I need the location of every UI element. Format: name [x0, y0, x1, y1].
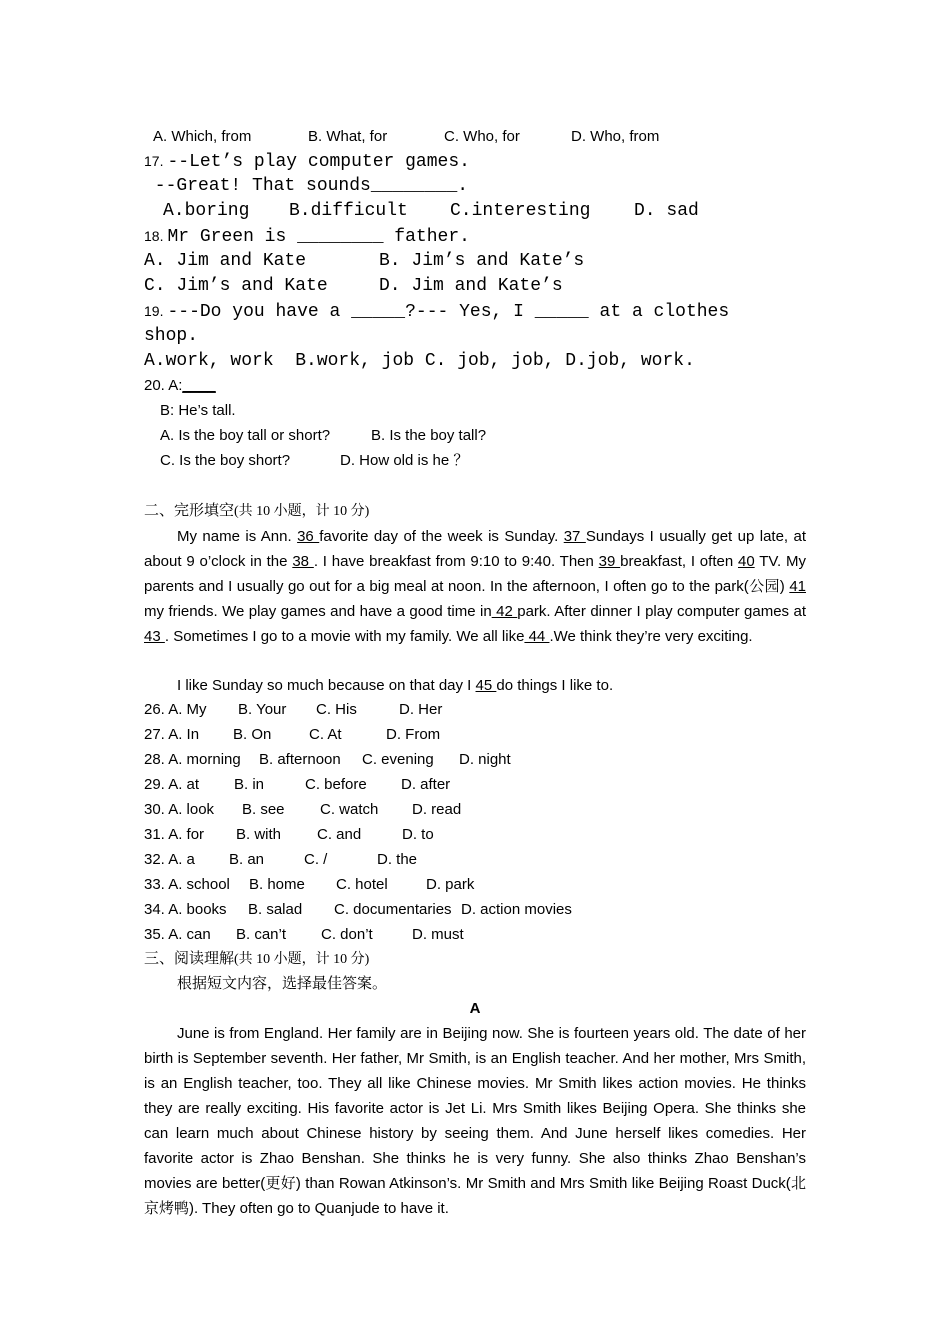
passage-a-text: June is from England. Her family are in Beijing now. She is fourteen years old. The date of her birth is September seventh. Her father, Mr Smith, is an English teacher. And her mother, Mrs Smith, is an English teacher, too. They all like Chinese movies. Mr Smith likes action movies. He thinks they are really exciting. His favorite actor is Jet Li. Mrs Smith likes Beijing Opera. She thinks she can learn much about Chinese history by seeing them. And June herself likes comedies. Her favorite actor is Zhao Benshan. She thinks he is very funny. She also thinks Zhao Benshan’s movies are better(更好) than Rowan Atkinson’s. Mr Smith and Mrs Smith like Beijing Roast Duck(北京烤鸭). They often go to Quanjude to have it.	[144, 1025, 806, 1217]
q16-option-c: C. Who, for	[444, 128, 520, 145]
q17-option-d: D. sad	[634, 201, 699, 221]
q20-option-d: D. How old is he ？	[340, 452, 469, 469]
q18-option-d: D. Jim and Kate’s	[379, 276, 563, 296]
cloze-text: I like Sunday so much because on that day I	[177, 677, 476, 694]
cloze-option: D. to	[402, 826, 434, 843]
cloze-blank: 43	[144, 628, 165, 645]
q20-answer-b: B: He’s tall.	[160, 402, 236, 419]
q17-option-a: A.boring	[163, 201, 250, 221]
cloze-option: B. home	[249, 876, 305, 893]
cloze-text: TV. My parents and I usually go out for a big meal at noon. In the afternoon, I often go to the park(公园)	[144, 553, 806, 595]
cloze-passage	[144, 524, 806, 649]
cloze-text: park. After dinner I play computer games at	[517, 603, 806, 620]
cloze-option: 31. A. for	[144, 826, 205, 843]
passage-a-title: A	[469, 1000, 481, 1017]
q20-line	[144, 374, 216, 398]
q19-line2: shop.	[144, 326, 199, 346]
cloze-option: 29. A. at	[144, 776, 200, 793]
cloze-option: C. /	[304, 851, 328, 868]
cloze-option: C. His	[316, 701, 357, 718]
cloze-option: 30. A. look	[144, 801, 215, 818]
cloze-option: B. Your	[238, 701, 287, 718]
cloze-option: 26. A. My	[144, 701, 207, 718]
cloze-blank: 41	[789, 578, 806, 595]
cloze-text: favorite day of the week is Sunday.	[319, 528, 564, 545]
cloze-option: D. Her	[399, 701, 443, 718]
cloze-option: C. At	[309, 726, 342, 743]
cloze-text: My name is Ann.	[177, 528, 298, 545]
cloze-text: breakfast, I often	[620, 553, 738, 570]
q16-option-d: D. Who, from	[571, 128, 660, 145]
cloze-option: 32. A. a	[144, 851, 195, 868]
q16-option-a: A. Which, from	[153, 128, 252, 145]
cloze-text: .We think they’re very exciting.	[549, 628, 753, 645]
section2-title: 二、完形填空	[144, 503, 235, 519]
section3-instruction: 根据短文内容，选择最佳答案。	[177, 976, 388, 992]
section2-heading	[144, 499, 369, 524]
cloze-option: D. must	[412, 926, 464, 943]
q18-line	[144, 224, 470, 249]
cloze-option: B. see	[242, 801, 285, 818]
q20-option-c: C. Is the boy short?	[160, 452, 291, 469]
cloze-option: D. after	[401, 776, 451, 793]
q17-line2: --Great! That sounds________.	[144, 176, 469, 196]
q18-option-c: C. Jim’s and Kate	[144, 276, 328, 296]
cloze-text: . I have breakfast from 9:10 to 9:40. Then	[313, 553, 599, 570]
cloze-option: B. in	[234, 776, 265, 793]
q17-option-b: B.difficult	[289, 201, 408, 221]
cloze-option: 35. A. can	[144, 926, 211, 943]
cloze-option: D. park	[426, 876, 475, 893]
cloze-option: B. afternoon	[259, 751, 341, 768]
cloze-option: C. watch	[320, 801, 379, 818]
q17-line1	[144, 149, 470, 174]
q19-line1	[144, 299, 729, 324]
cloze-blank: 44	[524, 628, 550, 645]
cloze-blank: 36	[297, 528, 320, 545]
cloze-option: D. night	[459, 751, 511, 768]
q18-stem: Mr Green is ________ father.	[167, 227, 470, 247]
cloze-option: B. with	[236, 826, 282, 843]
cloze-option: D. the	[377, 851, 418, 868]
cloze-option: D. action movies	[461, 901, 572, 918]
cloze-text: my friends. We play games and have a good time in	[144, 603, 492, 620]
q19-stem: ---Do you have a _____?--- Yes, I _____ at a clothes	[167, 302, 730, 322]
cloze-option: 28. A. morning	[144, 751, 241, 768]
cloze-text: . Sometimes I go to a movie with my family. We all like	[164, 628, 525, 645]
q20-label: 20. A:	[144, 377, 183, 394]
cloze-option: C. before	[305, 776, 367, 793]
section3-heading	[144, 947, 369, 972]
cloze-option: C. evening	[362, 751, 434, 768]
cloze-option: C. and	[317, 826, 362, 843]
q16-option-b: B. What, for	[308, 128, 388, 145]
cloze-option: 34. A. books	[144, 901, 227, 918]
cloze-blank: 45	[475, 677, 497, 694]
cloze-option: B. On	[233, 726, 272, 743]
cloze-blank: 39	[598, 553, 621, 570]
cloze-blank: 37	[563, 528, 586, 545]
cloze-option: B. an	[229, 851, 265, 868]
q20-option-b: B. Is the boy tall?	[371, 427, 487, 444]
section3-note: (共 10 小题，计 10 分)	[234, 952, 370, 967]
cloze-text: do things I like to.	[496, 677, 614, 694]
q17-number: 17.	[144, 153, 164, 169]
section3-title: 三、阅读理解	[144, 951, 235, 967]
cloze-option: B. salad	[248, 901, 303, 918]
cloze-option: D. From	[386, 726, 441, 743]
cloze-option: C. hotel	[336, 876, 388, 893]
cloze-text: Sundays I usually get up late, at about 9 o’clock in the	[144, 528, 807, 570]
cloze-option: C. documentaries	[334, 901, 452, 918]
cloze-blank: 42	[491, 603, 518, 620]
q19-options: A.work, work B.work, job C. job, job, D.job, work.	[144, 351, 695, 371]
cloze-option: D. read	[412, 801, 462, 818]
q18-number: 18.	[144, 228, 164, 244]
cloze-passage-2	[144, 673, 806, 698]
q18-option-a: A. Jim and Kate	[144, 251, 307, 271]
q18-option-b: B. Jim’s and Kate’s	[379, 251, 585, 271]
cloze-option: 27. A. In	[144, 726, 200, 743]
cloze-blank: 40	[737, 553, 755, 570]
q19-number: 19.	[144, 303, 164, 319]
cloze-option: C. don’t	[321, 926, 373, 943]
cloze-blank: 38	[292, 553, 314, 570]
q17-option-c: C.interesting	[450, 201, 591, 221]
q17-stem: --Let’s play computer games.	[167, 152, 470, 172]
cloze-option: 33. A. school	[144, 876, 230, 893]
q20-option-a: A. Is the boy tall or short?	[160, 427, 331, 444]
q20-blank: ____	[182, 377, 216, 394]
section2-note: (共 10 小题，计 10 分)	[234, 504, 370, 519]
cloze-option: B. can’t	[236, 926, 287, 943]
